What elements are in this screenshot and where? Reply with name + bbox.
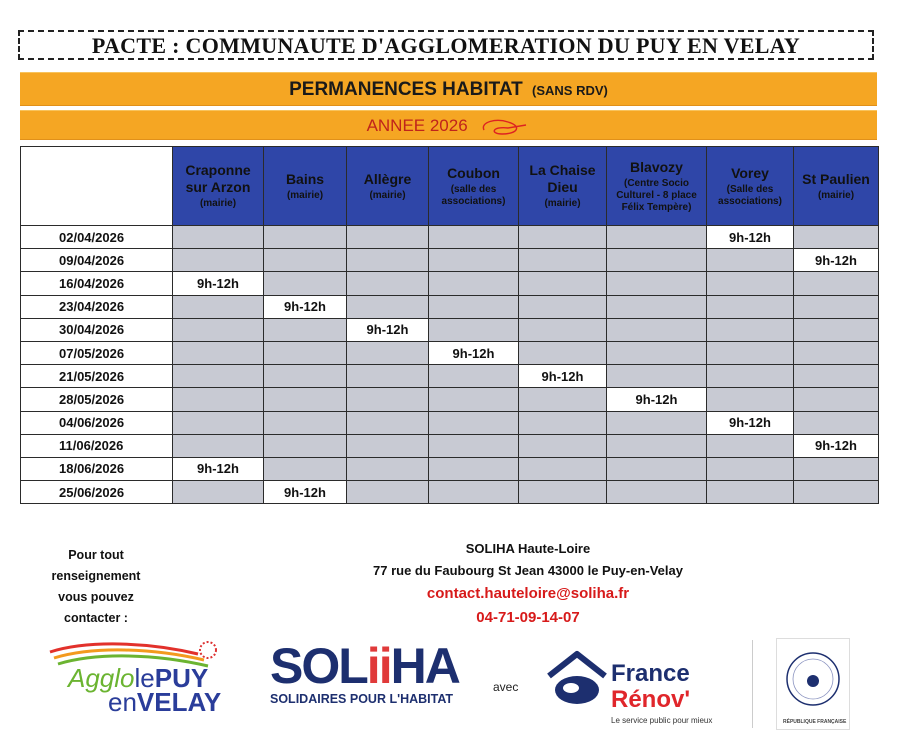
empty-cell bbox=[707, 457, 794, 480]
empty-cell bbox=[794, 457, 879, 480]
slot-cell: 9h-12h bbox=[264, 481, 347, 504]
empty-cell bbox=[794, 341, 879, 364]
slot-cell: 9h-12h bbox=[707, 226, 794, 249]
empty-cell bbox=[264, 457, 347, 480]
slot-cell: 9h-12h bbox=[347, 318, 429, 341]
slot-cell: 9h-12h bbox=[607, 388, 707, 411]
empty-cell bbox=[607, 341, 707, 364]
soliha-wordmark: SOLiiHA bbox=[270, 638, 459, 694]
empty-cell bbox=[519, 249, 607, 272]
empty-cell bbox=[519, 388, 607, 411]
slot-cell: 9h-12h bbox=[519, 365, 607, 388]
logo-strip bbox=[0, 634, 900, 734]
empty-cell bbox=[519, 226, 607, 249]
empty-cell bbox=[429, 249, 519, 272]
empty-cell bbox=[519, 318, 607, 341]
empty-cell bbox=[429, 388, 519, 411]
banner-permanences bbox=[20, 72, 877, 106]
empty-cell bbox=[607, 457, 707, 480]
empty-cell bbox=[794, 295, 879, 318]
empty-cell bbox=[707, 341, 794, 364]
empty-cell bbox=[347, 249, 429, 272]
contact-intro-line: vous pouvez bbox=[58, 590, 134, 604]
empty-cell bbox=[707, 365, 794, 388]
header-col: La Chaise Dieu (mairie) bbox=[519, 147, 607, 226]
empty-cell bbox=[264, 365, 347, 388]
header-col: Bains (mairie) bbox=[264, 147, 347, 226]
table-row bbox=[21, 481, 879, 504]
date-cell: 30/04/2026 bbox=[21, 318, 173, 341]
slot-cell: 9h-12h bbox=[173, 272, 264, 295]
france-renov-logo bbox=[545, 638, 745, 728]
empty-cell bbox=[429, 457, 519, 480]
empty-cell bbox=[607, 295, 707, 318]
empty-cell bbox=[519, 457, 607, 480]
contact-intro bbox=[40, 545, 152, 629]
slot-cell: 9h-12h bbox=[794, 434, 879, 457]
renov-label: Rénov' bbox=[611, 686, 691, 713]
empty-cell bbox=[607, 226, 707, 249]
table-row bbox=[21, 388, 879, 411]
contact-intro-line: renseignement bbox=[51, 569, 141, 583]
empty-cell bbox=[707, 249, 794, 272]
banner-year bbox=[20, 110, 877, 140]
empty-cell bbox=[519, 411, 607, 434]
empty-cell bbox=[347, 388, 429, 411]
contact-address: 77 rue du Faubourg St Jean 43000 le Puy-en-Velay bbox=[373, 563, 683, 578]
empty-cell bbox=[173, 411, 264, 434]
header-col: Allègre (mairie) bbox=[347, 147, 429, 226]
header-col: Coubon (salle des associations) bbox=[429, 147, 519, 226]
empty-cell bbox=[264, 411, 347, 434]
label-badge bbox=[776, 638, 850, 730]
table-row bbox=[21, 272, 879, 295]
empty-cell bbox=[429, 481, 519, 504]
empty-cell bbox=[429, 226, 519, 249]
empty-cell bbox=[794, 226, 879, 249]
slot-cell: 9h-12h bbox=[429, 341, 519, 364]
year-label: ANNEE 2026 bbox=[366, 116, 468, 135]
empty-cell bbox=[607, 481, 707, 504]
contact-org: SOLIHA Haute-Loire bbox=[465, 541, 591, 556]
empty-cell bbox=[707, 481, 794, 504]
date-cell: 02/04/2026 bbox=[21, 226, 173, 249]
empty-cell bbox=[347, 481, 429, 504]
empty-cell bbox=[794, 272, 879, 295]
empty-cell bbox=[264, 434, 347, 457]
empty-cell bbox=[707, 434, 794, 457]
table-row bbox=[21, 318, 879, 341]
empty-cell bbox=[173, 341, 264, 364]
empty-cell bbox=[347, 434, 429, 457]
france-label: France bbox=[611, 660, 690, 687]
slot-cell: 9h-12h bbox=[794, 249, 879, 272]
empty-cell bbox=[707, 295, 794, 318]
empty-cell bbox=[707, 318, 794, 341]
avec-label: avec bbox=[493, 680, 519, 694]
table-row bbox=[21, 249, 879, 272]
contact-intro-line: Pour tout bbox=[68, 548, 124, 562]
empty-cell bbox=[607, 434, 707, 457]
divider bbox=[752, 640, 753, 728]
empty-cell bbox=[519, 295, 607, 318]
empty-cell bbox=[173, 226, 264, 249]
date-cell: 18/06/2026 bbox=[21, 457, 173, 480]
empty-cell bbox=[264, 226, 347, 249]
empty-cell bbox=[519, 434, 607, 457]
soliha-tagline: SOLIDAIRES POUR L'HABITAT bbox=[270, 692, 454, 706]
contact-email-link[interactable]: contact.hauteloire@soliha.fr bbox=[426, 585, 630, 602]
header-col: St Paulien (mairie) bbox=[794, 147, 879, 226]
empty-cell bbox=[347, 295, 429, 318]
empty-cell bbox=[347, 272, 429, 295]
banner-title: PERMANENCES HABITAT bbox=[289, 79, 523, 100]
empty-cell bbox=[429, 411, 519, 434]
empty-cell bbox=[347, 226, 429, 249]
empty-cell bbox=[607, 318, 707, 341]
empty-cell bbox=[173, 295, 264, 318]
date-cell: 07/05/2026 bbox=[21, 341, 173, 364]
table-row bbox=[21, 341, 879, 364]
agglo-wordmark: AgglolePUY enVELAY bbox=[68, 663, 222, 717]
contact-intro-line: contacter : bbox=[64, 611, 128, 625]
empty-cell bbox=[794, 481, 879, 504]
date-cell: 16/04/2026 bbox=[21, 272, 173, 295]
empty-cell bbox=[347, 341, 429, 364]
empty-cell bbox=[347, 411, 429, 434]
republique-label: RÉPUBLIQUE FRANÇAISE bbox=[783, 719, 847, 725]
slot-cell: 9h-12h bbox=[173, 457, 264, 480]
empty-cell bbox=[173, 481, 264, 504]
scribble-mark bbox=[478, 116, 530, 138]
empty-cell bbox=[794, 411, 879, 434]
empty-cell bbox=[264, 272, 347, 295]
empty-cell bbox=[173, 318, 264, 341]
empty-cell bbox=[519, 272, 607, 295]
date-cell: 11/06/2026 bbox=[21, 434, 173, 457]
banner-note: (SANS RDV) bbox=[532, 83, 608, 98]
date-cell: 23/04/2026 bbox=[21, 295, 173, 318]
header-corner bbox=[21, 147, 173, 226]
empty-cell bbox=[429, 318, 519, 341]
empty-cell bbox=[173, 365, 264, 388]
date-cell: 28/05/2026 bbox=[21, 388, 173, 411]
renov-tagline: Le service public pour mieux bbox=[611, 716, 713, 725]
schedule-body bbox=[21, 226, 879, 504]
empty-cell bbox=[429, 365, 519, 388]
schedule-table bbox=[20, 146, 879, 504]
table-row bbox=[21, 411, 879, 434]
slot-cell: 9h-12h bbox=[264, 295, 347, 318]
empty-cell bbox=[519, 481, 607, 504]
empty-cell bbox=[607, 249, 707, 272]
header-col: Blavozy (Centre Socio Culturel - 8 place Félix Tempère) bbox=[607, 147, 707, 226]
empty-cell bbox=[264, 341, 347, 364]
date-cell: 21/05/2026 bbox=[21, 365, 173, 388]
table-row bbox=[21, 295, 879, 318]
empty-cell bbox=[707, 272, 794, 295]
empty-cell bbox=[429, 295, 519, 318]
table-row bbox=[21, 226, 879, 249]
empty-cell bbox=[794, 365, 879, 388]
header-col: Vorey (Salle des associations) bbox=[707, 147, 794, 226]
empty-cell bbox=[173, 249, 264, 272]
empty-cell bbox=[794, 388, 879, 411]
agglo-logo bbox=[48, 638, 222, 728]
date-cell: 04/06/2026 bbox=[21, 411, 173, 434]
empty-cell bbox=[519, 341, 607, 364]
empty-cell bbox=[173, 434, 264, 457]
table-row bbox=[21, 434, 879, 457]
header-row bbox=[21, 147, 879, 226]
empty-cell bbox=[264, 388, 347, 411]
table-row bbox=[21, 365, 879, 388]
table-row bbox=[21, 457, 879, 480]
empty-cell bbox=[607, 272, 707, 295]
empty-cell bbox=[607, 411, 707, 434]
empty-cell bbox=[347, 457, 429, 480]
empty-cell bbox=[347, 365, 429, 388]
soliha-logo bbox=[270, 638, 480, 728]
empty-cell bbox=[794, 318, 879, 341]
empty-cell bbox=[264, 318, 347, 341]
empty-cell bbox=[429, 434, 519, 457]
empty-cell bbox=[707, 388, 794, 411]
header-col: Craponne sur Arzon (mairie) bbox=[173, 147, 264, 226]
seal-icon bbox=[777, 643, 849, 715]
empty-cell bbox=[173, 388, 264, 411]
date-cell: 09/04/2026 bbox=[21, 249, 173, 272]
empty-cell bbox=[429, 272, 519, 295]
document-title: PACTE : COMMUNAUTE D'AGGLOMERATION DU PUY EN VELAY bbox=[18, 30, 874, 60]
empty-cell bbox=[607, 365, 707, 388]
contact-phone: 04-71-09-14-07 bbox=[476, 609, 580, 626]
house-icon bbox=[545, 646, 609, 710]
date-cell: 25/06/2026 bbox=[21, 481, 173, 504]
empty-cell bbox=[264, 249, 347, 272]
slot-cell: 9h-12h bbox=[707, 411, 794, 434]
contact-block bbox=[300, 538, 756, 630]
